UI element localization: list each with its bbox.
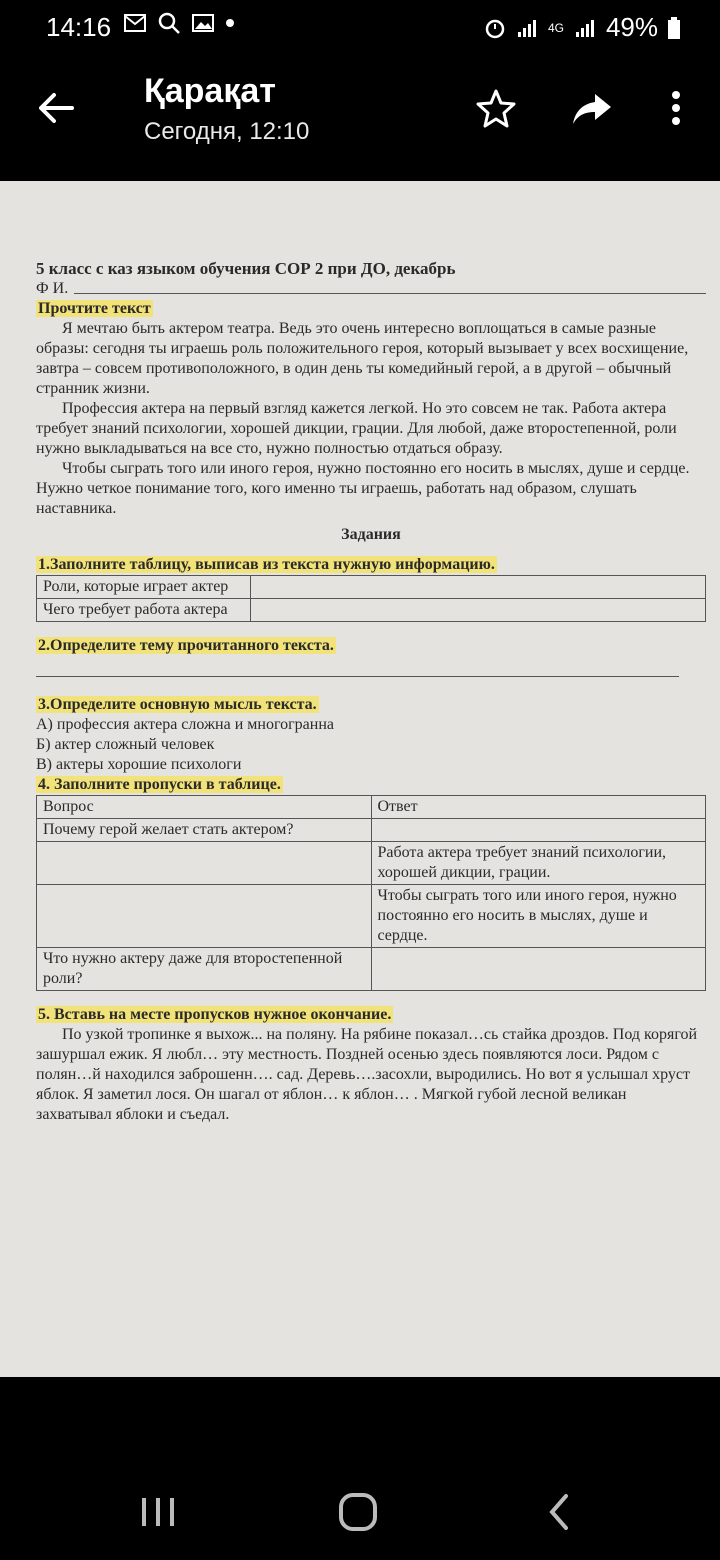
task4-col-question: Вопрос <box>37 796 372 819</box>
notification-icons <box>124 12 234 34</box>
task1-row1-answer <box>251 576 706 599</box>
task4-q3 <box>37 885 372 948</box>
task3-option-c: В) актеры хорошие психологи <box>36 756 242 773</box>
task4-q1: Почему герой желает стать актером? <box>37 819 372 842</box>
status-bar <box>0 0 720 56</box>
back-button[interactable] <box>34 86 78 130</box>
task5-text: По узкой тропинке я выхож... на поляну. На рябине показал…сь стайка дроздов. Под корягой зашуршал ежик. Я любл… эту местность. Поздней осенью здесь появляются лоси. Рядом с полян…й находился заброшенн…. сад. Деревь….засохли, выродились. Но вот я услышал хруст яблок. Я заметил лося. Он шагал от яблон… к яблон… . Мягкой губой лесной великан захватывал яблоки и съедал. <box>36 1026 698 1123</box>
task1-row2-answer <box>251 599 706 622</box>
recent-apps-icon <box>138 1494 178 1530</box>
worksheet-heading: 5 класс с каз языком обучения СОР 2 при ДО, декабрь <box>36 259 456 278</box>
task4-col-answer: Ответ <box>371 796 706 819</box>
search-icon <box>158 12 180 34</box>
table-row <box>37 819 706 842</box>
paragraph-2: Профессия актера на первый взгляд кажется легкой. Но это совсем не так. Работа актера требует знаний психологии, хорошей дикции, грации. Для любой, даже второстепенной, роли нужно выкладываться на все сто, нужно полностью отдаться образу. <box>36 400 677 457</box>
star-icon <box>476 88 516 128</box>
fio-row <box>36 279 706 299</box>
read-label: Прочтите текст <box>38 300 151 317</box>
share-button[interactable] <box>570 86 614 130</box>
task2-title: 2.Определите тему прочитанного текста. <box>38 637 334 654</box>
task3-option-b: Б) актер сложный человек <box>36 736 215 753</box>
home-button[interactable] <box>338 1492 378 1532</box>
task4-table <box>36 795 706 991</box>
battery-percent: 49% <box>605 12 658 42</box>
table-row <box>37 576 706 599</box>
task3-title: 3.Определите основную мысль текста. <box>38 696 317 713</box>
task4-a1 <box>371 819 706 842</box>
page-title: Қарақат <box>144 72 276 110</box>
favorite-button[interactable] <box>474 86 518 130</box>
recent-apps-button[interactable] <box>138 1494 178 1530</box>
worksheet <box>36 259 706 1125</box>
chevron-left-icon <box>544 1492 574 1532</box>
arrow-left-icon <box>34 86 78 130</box>
nav-back-button[interactable] <box>544 1492 574 1532</box>
app-bar <box>0 56 720 180</box>
signal-icon-2 <box>574 18 596 38</box>
table-row <box>37 885 706 948</box>
task4-a2: Работа актера требует знаний психологии, хорошей дикции, грации. <box>371 842 706 885</box>
task4-title: 4. Заполните пропуски в таблице. <box>38 776 281 793</box>
task1-row2-label: Чего требует работа актера <box>37 599 251 622</box>
system-icons <box>484 12 680 43</box>
task4-a3: Чтобы сыграть того или иного героя, нужно постоянно его носить в мыслях, душе и сердце. <box>371 885 706 948</box>
table-row <box>37 599 706 622</box>
task4-q4: Что нужно актеру даже для второстепенной роли? <box>37 948 372 991</box>
status-time: 14:16 <box>46 12 112 42</box>
task1-table <box>36 575 706 622</box>
table-row <box>37 796 706 819</box>
fio-line <box>74 279 706 294</box>
signal-icon <box>516 18 538 38</box>
page-subtitle: Сегодня, 12:10 <box>144 118 310 145</box>
gallery-icon <box>192 14 214 32</box>
table-row <box>37 948 706 991</box>
task2-answer-line <box>36 658 679 677</box>
document-photo <box>0 181 720 1377</box>
paragraph-1: Я мечтаю быть актером театра. Ведь это очень интересно воплощаться в самые разные образы: сегодня ты играешь роль положительного героя, который вызывает у всех восхищение, завтра – совсем противоположного, в один день ты комедийный герой, а в другой – обычный странник жизни. <box>36 320 689 397</box>
task1-row1-label: Роли, которые играет актер <box>37 576 251 599</box>
task4-a4 <box>371 948 706 991</box>
navigation-bar <box>0 1460 720 1560</box>
network-type: 4G <box>547 20 564 35</box>
task5-title: 5. Вставь на месте пропусков нужное окончание. <box>38 1006 392 1023</box>
task3-option-a: А) профессия актера сложна и многогранна <box>36 716 335 733</box>
mail-icon <box>124 14 146 32</box>
table-row <box>37 842 706 885</box>
paragraph-3: Чтобы сыграть того или иного героя, нужно постоянно его носить в мыслях, душе и сердце. Нужно четкое понимание того, кого именно ты играешь, работать над образом, слушать наставника. <box>36 460 690 517</box>
more-vertical-icon <box>671 90 681 126</box>
task4-q2 <box>37 842 372 885</box>
task1-title: 1.Заполните таблицу, выписав из текста нужную информацию. <box>38 556 495 573</box>
battery-icon <box>668 17 680 39</box>
fio-label: Ф И. <box>36 280 69 297</box>
alarm-icon <box>484 17 506 39</box>
tasks-title: Задания <box>341 526 401 543</box>
dot-icon <box>226 19 234 27</box>
share-icon <box>571 88 613 128</box>
home-icon <box>338 1492 378 1532</box>
more-options-button[interactable] <box>654 86 698 130</box>
